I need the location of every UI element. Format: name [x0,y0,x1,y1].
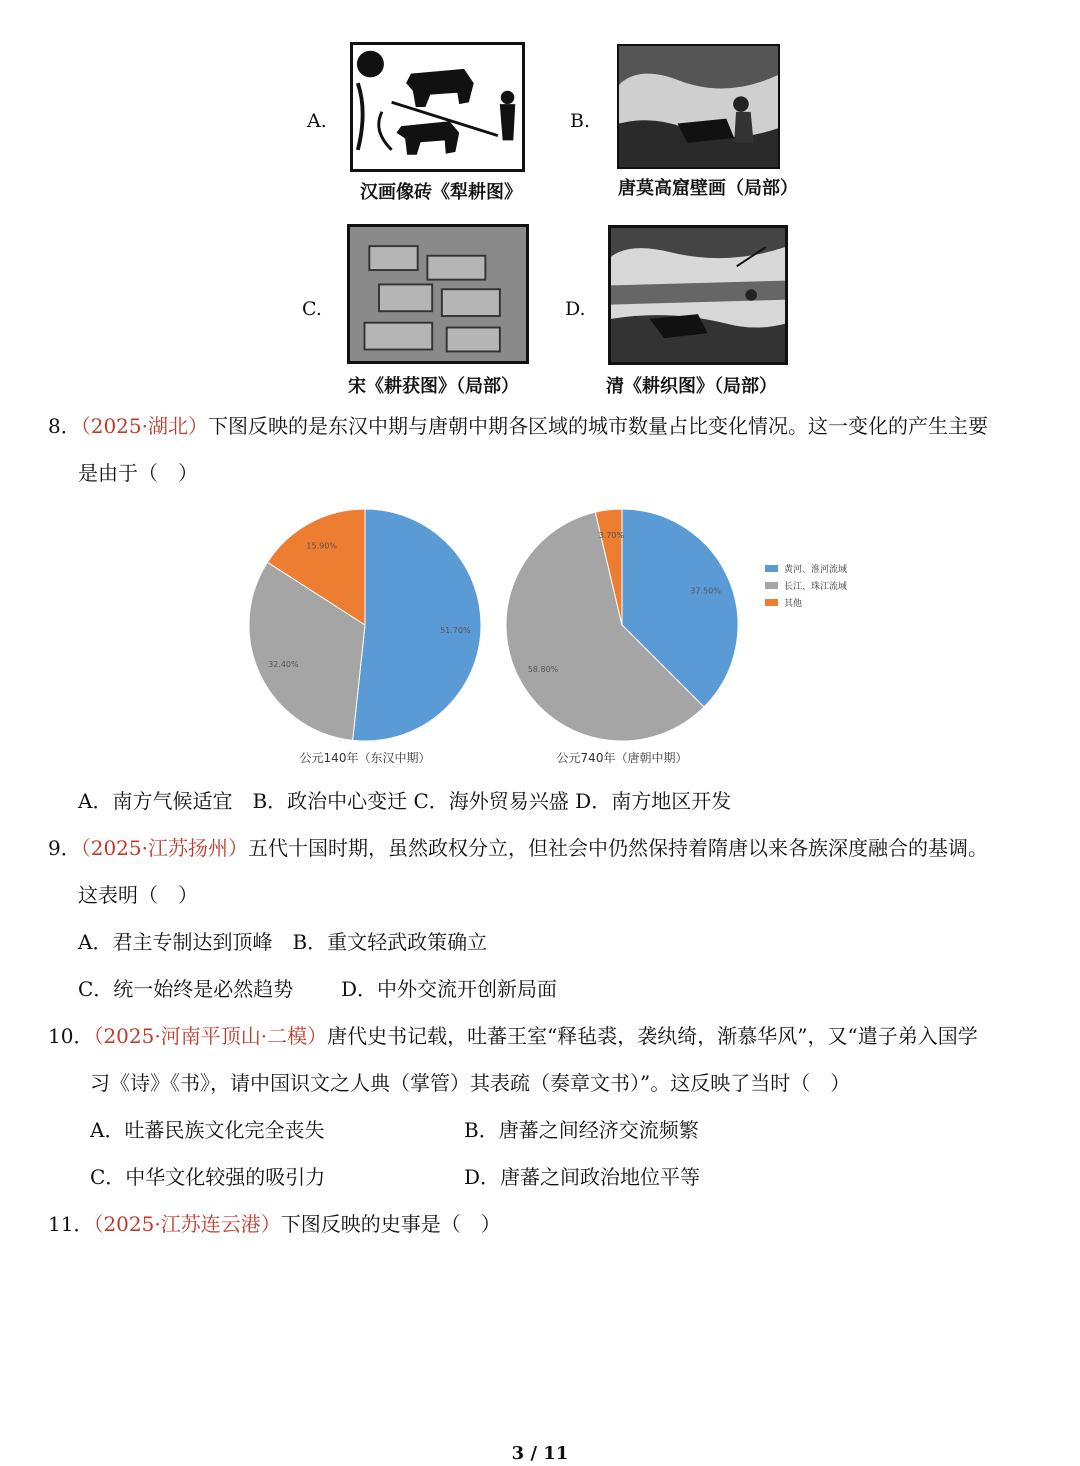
question-9-stem-line1: 五代十国时期，虽然政权分立，但社会中仍然保持着隋唐以来各族深度融合的基调。 [248,836,988,860]
tang-mural-image [617,44,780,169]
legend-label-2: 长江、珠江流域 [784,582,848,592]
question-9-options-ab: A．君主专制达到顶峰 B．重文轻武政策确立 [78,930,488,954]
option-c-caption: 宋《耕获图》（局部） [348,376,519,397]
legend-label-3: 其他 [784,599,803,609]
han-plowing-image [350,42,525,172]
question-10-option-a: A．吐蕃民族文化完全丧失 [90,1118,325,1142]
pie2-data-label-3: 3.70% [598,531,625,541]
pie1-data-label-2: 32.40% [268,660,299,670]
question-9-stem-line2: 这表明（ ） [78,883,198,907]
question-10-number: 10． [48,1024,94,1048]
page-number: 3 / 11 [511,1443,569,1464]
question-10-option-c: C．中华文化较强的吸引力 [90,1165,326,1189]
question-8-stem-line2: 是由于（ ） [78,461,198,485]
pie1-caption: 公元140年（东汉中期） [299,751,431,765]
question-8-number: 8． [48,414,81,438]
option-letter-d: D. [565,298,586,320]
legend-label-1: 黄河、淮河流域 [784,565,848,575]
question-8-source: （2025·湖北） [80,414,208,438]
legend-swatch-3 [765,599,778,606]
option-a-caption: 汉画像砖《犁耕图》 [360,182,522,203]
pie1-data-label-1: 51.70% [440,625,471,635]
qing-farming-image [608,225,788,365]
city-share-pie-charts [240,500,880,780]
legend-swatch-2 [765,582,778,589]
question-11-stem [48,1212,501,1236]
pie1-data-label-3: 15.90% [306,541,337,551]
question-10-option-d: D．唐蕃之间政治地位平等 [464,1165,701,1189]
question-10-stem-line2: 习《诗》《书》，请中国识文之人典（掌管）其表疏（奏章文书）”。这反映了当时（ ） [90,1071,851,1095]
question-10-stem-line1: 唐代史书记载，吐蕃王室“释毡裘，袭纨绮，渐慕华风”，又“遣子弟入国学 [327,1024,978,1048]
pie2-caption: 公元740年（唐朝中期） [556,751,688,765]
pie-chart-svg [240,500,880,780]
option-b-caption: 唐莫高窟壁画（局部） [618,178,798,199]
question-11-stem-text: 下图反映的史事是（ ） [280,1212,501,1236]
legend-swatch-1 [765,565,778,572]
question-10-source: （2025·河南平顶山·二模） [93,1024,328,1048]
question-9-number: 9． [48,836,81,860]
option-letter-c: C. [302,298,322,320]
pie2-data-label-2: 58.80% [527,665,559,675]
question-11-number: 11． [48,1212,94,1236]
question-10-option-b: B．唐蕃之间经济交流频繁 [464,1118,699,1142]
question-8-stem [48,414,988,438]
option-letter-b: B. [570,110,591,132]
question-9-option-d: D．中外交流开创新局面 [341,977,558,1001]
question-8-options: A．南方气候适宜 B．政治中心变迁 C．海外贸易兴盛 D．南方地区开发 [78,789,732,813]
question-10-stem [48,1024,978,1048]
option-d-caption: 清《耕织图》（局部） [606,376,777,397]
question-9-source: （2025·江苏扬州） [80,836,248,860]
question-9-stem [48,836,988,860]
question-9-option-c: C．统一始终是必然趋势 [78,977,294,1001]
option-letter-a: A. [307,110,327,132]
pie2-data-label-1: 37.50% [690,586,721,596]
song-harvest-image [347,224,529,364]
question-8-stem-line1: 下图反映的是东汉中期与唐朝中期各区域的城市数量占比变化情况。这一变化的产生主要 [208,414,988,438]
question-11-source: （2025·江苏连云港） [93,1212,281,1236]
